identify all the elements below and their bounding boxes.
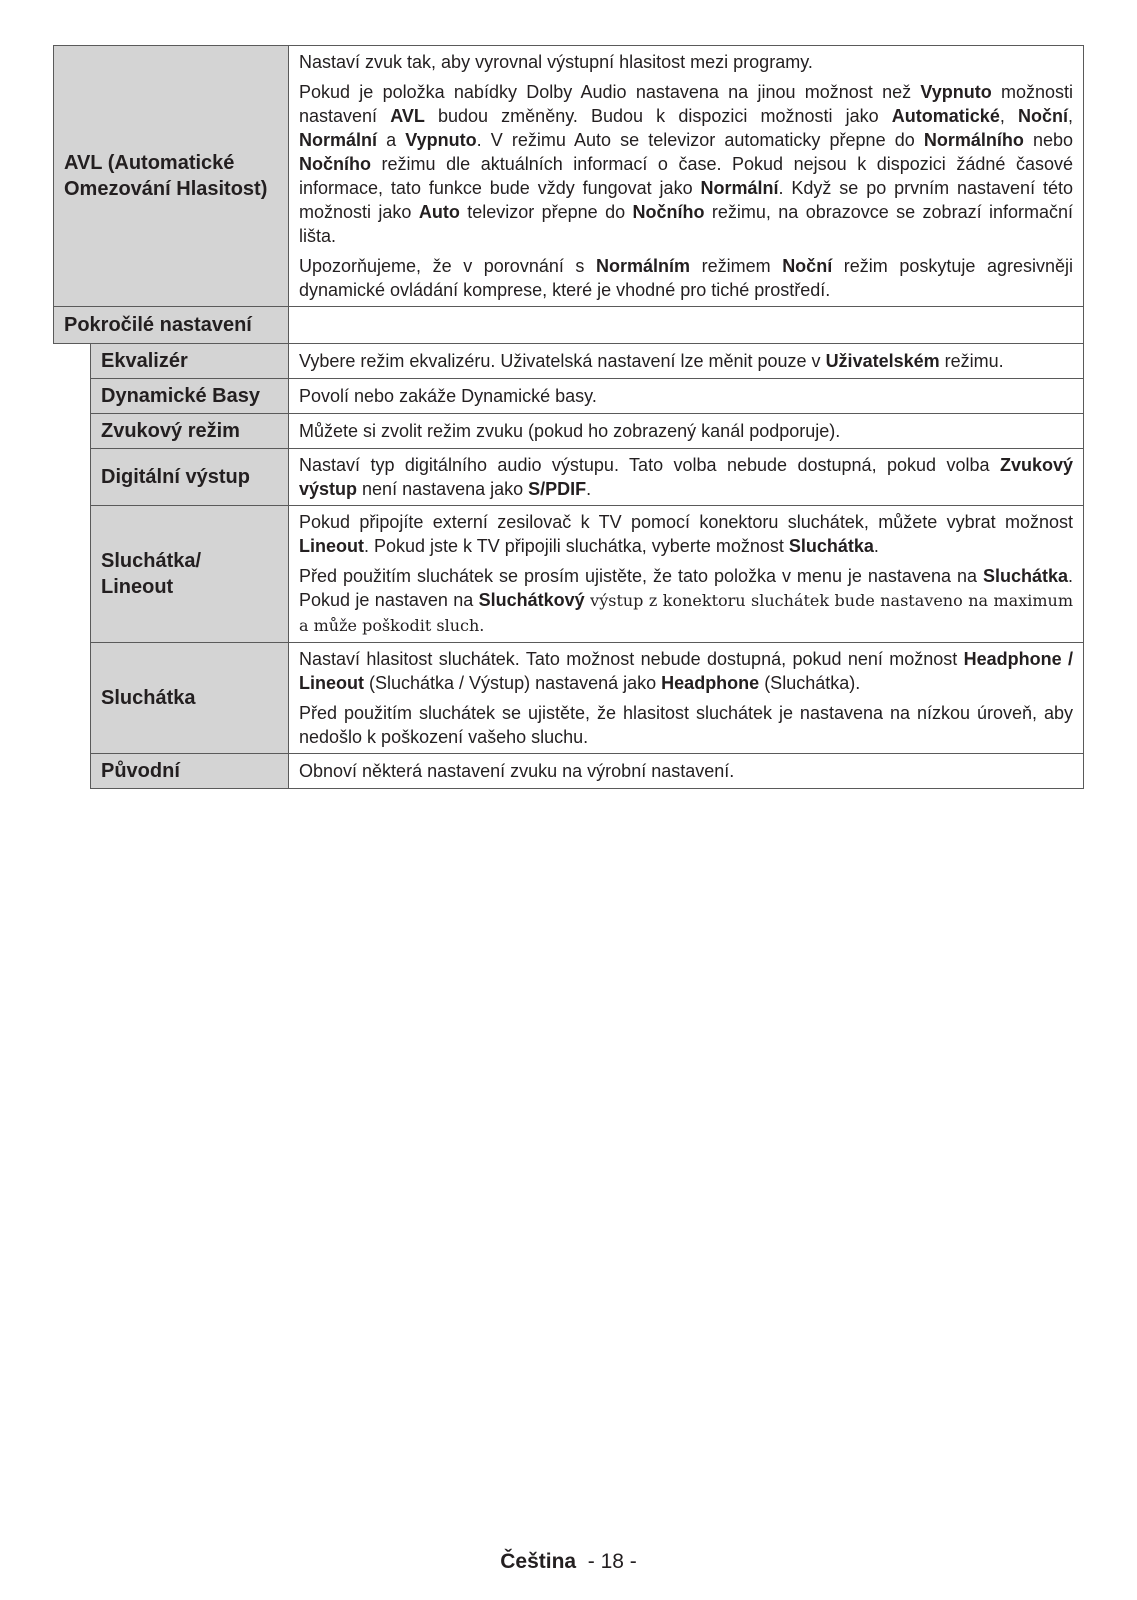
sound-mode-desc-text: Můžete si zvolit režim zvuku (pokud ho zobrazený kanál podporuje). xyxy=(299,421,841,441)
headphone-desc-p1: Nastaví hlasitost sluchátek. Tato možnost nebude dostupná, pokud není možnost Headphone / Lineout (Sluchátka / Výstup) nastavená jako Headphone (Sluchátka). xyxy=(299,649,1073,693)
table-row-dynamic-bass xyxy=(54,379,1084,414)
ekvalizer-label: Ekvalizér xyxy=(91,344,289,379)
ekvalizer-description xyxy=(289,344,1084,379)
headphone-lineout-desc-p2: Před použitím sluchátek se prosím ujistěte, že tato položka v menu je nastavena na Sluchátka. Pokud je nastaven na Sluchátkový výstup z konektoru sluchátek bude nastaveno na maximum a může poškodit sluch. xyxy=(299,566,1073,635)
advanced-settings-label: Pokročilé nastavení xyxy=(54,307,289,344)
table-row-headphone xyxy=(54,643,1084,754)
avl-desc-p3: Upozorňujeme, že v porovnání s Normálním režimem Noční režim poskytuje agresivněji dynamické ovládání komprese, které je vhodné pro tiché prostředí. xyxy=(299,256,1074,300)
headphone-desc-p2: Před použitím sluchátek se ujistěte, že hlasitost sluchátek je nastavena na nízkou úroveň, aby nedošlo k poškození vašeho sluchu. xyxy=(299,703,1073,747)
table-row-sound-mode xyxy=(54,414,1084,449)
table-row-headphone-lineout xyxy=(54,506,1084,643)
headphone-label: Sluchátka xyxy=(91,643,289,754)
digital-output-desc-text: Nastaví typ digitálního audio výstupu. Tato volba nebude dostupná, pokud volba Zvukový výstup není nastavena jako S/PDIF. xyxy=(299,455,1073,499)
dynamic-bass-label: Dynamické Basy xyxy=(91,379,289,414)
sound-settings-table xyxy=(53,45,1084,789)
table-row-digital-output xyxy=(54,449,1084,506)
headphone-lineout-description xyxy=(289,506,1084,643)
dynamic-bass-desc-text: Povolí nebo zakáže Dynamické basy. xyxy=(299,386,597,406)
settings-table-wrapper xyxy=(53,45,1083,789)
dynamic-bass-description xyxy=(289,379,1084,414)
avl-desc-p1: Nastaví zvuk tak, aby vyrovnal výstupní hlasitost mezi programy. xyxy=(299,52,813,72)
avl-desc-p2: Pokud je položka nabídky Dolby Audio nastavena na jinou možnost než Vypnuto možnosti nastavení AVL budou změněny. Budou k dispozici možnosti jako Automatické, Noční, Normální a Vypnuto. V režimu Auto se televizor automaticky přepne do Normálního nebo Nočního režimu dle aktuálních informací o čase. Pokud nejsou k dispozici žádné časové informace, tato funkce bude vždy fungovat jako Normální. Když se po prvním nastavení této možnosti jako Auto televizor přepne do Nočního režimu, na obrazovce se zobrazí informační lišta. xyxy=(299,82,1074,246)
avl-description xyxy=(289,46,1084,307)
page-footer xyxy=(0,1550,1137,1574)
table-row-reset xyxy=(54,754,1084,789)
reset-label: Původní xyxy=(91,754,289,789)
sound-mode-description xyxy=(289,414,1084,449)
reset-description xyxy=(289,754,1084,789)
avl-label: AVL (Automatické Omezování Hlasitost) xyxy=(54,46,289,307)
reset-desc-text: Obnoví některá nastavení zvuku na výrobní nastavení. xyxy=(299,761,735,781)
footer-language: Čeština xyxy=(500,1550,577,1573)
ekvalizer-desc-text: Vybere režim ekvalizéru. Uživatelská nastavení lze měnit pouze v Uživatelském režimu. xyxy=(299,351,1004,371)
footer-page-number: - 18 - xyxy=(587,1550,637,1573)
indent-spacer xyxy=(54,344,91,789)
table-row-avl xyxy=(54,46,1084,307)
advanced-settings-description xyxy=(289,307,1084,344)
digital-output-description xyxy=(289,449,1084,506)
headphone-lineout-label: Sluchátka/ Lineout xyxy=(91,506,289,643)
headphone-lineout-desc-p1: Pokud připojíte externí zesilovač k TV pomocí konektoru sluchátek, můžete vybrat možnost Lineout. Pokud jste k TV připojili sluchátka, vyberte možnost Sluchátka. xyxy=(299,512,1073,556)
sound-mode-label: Zvukový režim xyxy=(91,414,289,449)
table-row-advanced xyxy=(54,307,1084,344)
digital-output-label: Digitální výstup xyxy=(91,449,289,506)
headphone-description xyxy=(289,643,1084,754)
table-row-ekvalizer xyxy=(54,344,1084,379)
